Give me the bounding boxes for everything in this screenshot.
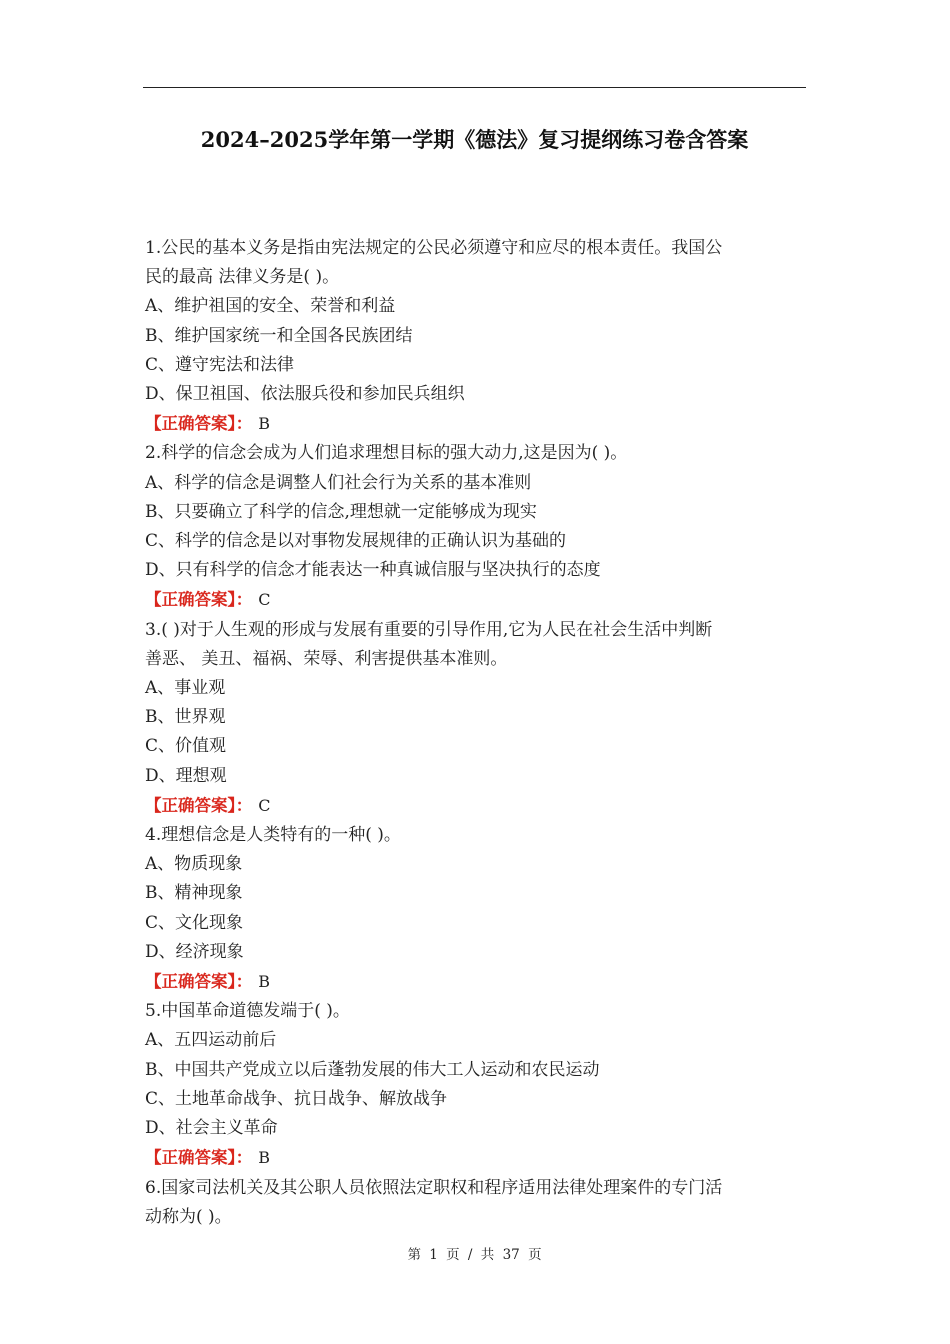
answer-value: B [258, 972, 271, 992]
option-a: A、物质现象 [145, 854, 243, 875]
option-b: B、世界观 [145, 707, 226, 728]
total-pages-number: 37 [502, 1247, 520, 1263]
question-text-line: 6.国家司法机关及其公职人员依照法定职权和程序适用法律处理案件的专门活 [145, 1177, 723, 1198]
question-3 [145, 616, 805, 821]
answer-label: 【正确答案】： [145, 972, 253, 992]
question-text-line: 善恶、 美丑、福祸、荣辱、利害提供基本准则。 [145, 648, 508, 669]
question-text-line: 1.公民的基本义务是指由宪法规定的公民必须遵守和应尽的根本责任。我国公 [145, 238, 723, 258]
question-6 [145, 1174, 805, 1232]
answer-label: 【正确答案】： [145, 1148, 253, 1168]
question-2 [145, 439, 805, 615]
answer-value: B [258, 1148, 271, 1168]
document-title: 2024–2025学年第一学期《德法》复习提纲练习卷含答案 [200, 127, 749, 152]
option-c: C、文化现象 [145, 912, 244, 933]
question-text-line: 4.理想信念是人类特有的一种( )。 [145, 825, 401, 846]
question-4 [145, 821, 805, 997]
footer-slash: / [467, 1247, 473, 1263]
answer-value: B [258, 414, 271, 434]
answer-row [145, 585, 805, 615]
option-b: B、只要确立了科学的信念,理想就一定能够成为现实 [145, 501, 537, 522]
question-text-line: 3.( )对于人生观的形成与发展有重要的引导作用,它为人民在社会生活中判断 [145, 619, 713, 640]
option-c: C、遵守宪法和法律 [145, 354, 295, 375]
answer-label: 【正确答案】： [145, 590, 253, 610]
question-text-line: 2.科学的信念会成为人们追求理想目标的强大动力,这是因为( )。 [145, 443, 628, 464]
question-text-line: 5.中国革命道德发端于( )。 [145, 1001, 350, 1022]
answer-row [145, 1143, 805, 1173]
footer-page-word: 页 [446, 1247, 460, 1263]
option-b: B、维护国家统一和全国各民族团结 [145, 325, 413, 346]
option-c: C、土地革命战争、抗日战争、解放战争 [145, 1088, 448, 1109]
option-b: B、精神现象 [145, 883, 243, 904]
footer-prefix: 第 [407, 1247, 421, 1263]
option-a: A、事业观 [145, 678, 226, 699]
question-text-line: 民的最高 法律义务是( )。 [145, 267, 340, 288]
answer-label: 【正确答案】： [145, 414, 253, 434]
current-page-number: 1 [429, 1247, 438, 1263]
option-b: B、中国共产党成立以后蓬勃发展的伟大工人运动和农民运动 [145, 1059, 600, 1080]
answer-row [145, 791, 805, 821]
header-rule [143, 87, 806, 88]
page-footer [143, 1244, 806, 1266]
option-d: D、理想观 [145, 765, 227, 786]
option-c: C、价值观 [145, 736, 227, 757]
option-a: A、五四运动前后 [145, 1030, 277, 1051]
option-a: A、科学的信念是调整人们社会行为关系的基本准则 [145, 472, 532, 493]
footer-total-prefix: 共 [480, 1247, 495, 1263]
option-d: D、只有科学的信念才能表达一种真诚信服与坚决执行的态度 [145, 560, 601, 581]
question-5 [145, 997, 805, 1173]
answer-value: C [258, 795, 271, 815]
question-1 [145, 234, 805, 439]
answer-value: C [258, 590, 271, 610]
answer-label: 【正确答案】： [145, 795, 253, 815]
option-a: A、维护祖国的安全、荣誉和利益 [145, 296, 396, 317]
option-c: C、科学的信念是以对事物发展规律的正确认识为基础的 [145, 531, 567, 552]
question-text-line: 动称为( )。 [145, 1206, 232, 1227]
question-list [145, 234, 805, 1232]
option-d: D、经济现象 [145, 941, 244, 962]
answer-row [145, 409, 805, 439]
footer-suffix: 页 [528, 1247, 542, 1263]
answer-row [145, 967, 805, 997]
option-d: D、社会主义革命 [145, 1118, 278, 1139]
option-d: D、保卫祖国、依法服兵役和参加民兵组织 [145, 384, 465, 405]
